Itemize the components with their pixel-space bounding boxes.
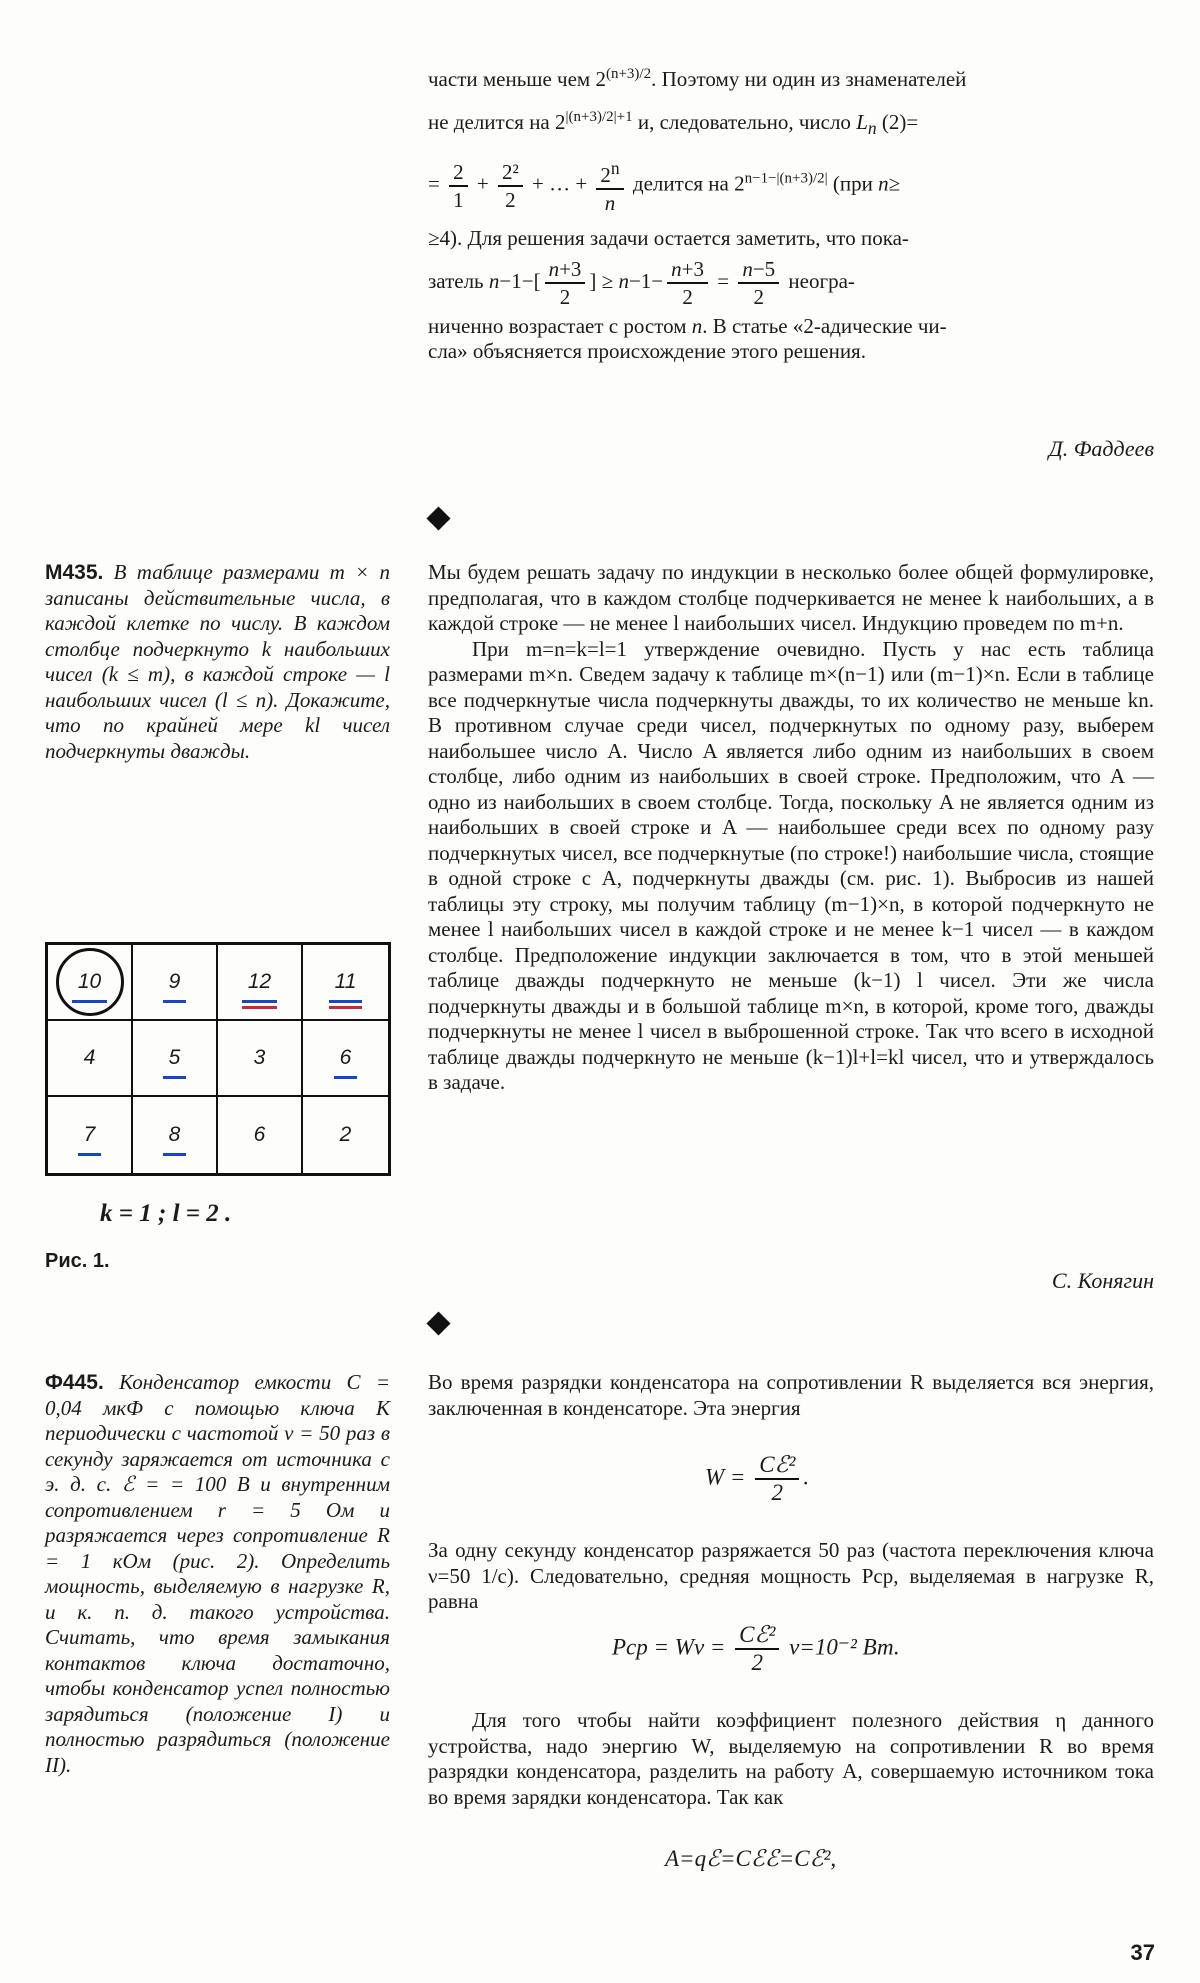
f445-paragraph-1: Во время разрядки конденсатора на сопротивлении R выделяется вся энергия, заключенная в конденсаторе. Эта энергия: [428, 1370, 1154, 1420]
cell-value: 6: [340, 1046, 352, 1070]
table-cell: [48, 1021, 133, 1097]
table-cell: [48, 1097, 133, 1173]
formula-energy-num: Cℰ²: [755, 1452, 799, 1480]
red-underline: [329, 1006, 363, 1009]
section-divider-icon: [426, 1311, 450, 1335]
blue-underline: [334, 1076, 358, 1079]
formula-power: [612, 1622, 900, 1676]
table-cell: [48, 945, 133, 1021]
author-konyagin: С. Конягин: [1051, 1268, 1154, 1293]
cell-value: 8: [169, 1123, 181, 1147]
formula-power-rhs: ν=10⁻² Вт.: [789, 1634, 900, 1660]
formula-energy-lhs: W =: [705, 1464, 746, 1490]
f445-solution-part-3: [428, 1708, 1154, 1810]
top-solution-text: части меньше чем $2^{(n+3)/2}$. Поэтому ни один из знаменателей не делится на $2^{|(n+3)/2|+1}$ и, следовательно, число $L_n$ (2)= = $\frac{2}{1}$ + $\frac{\text{2²}}{2}$ + … + $\frac{2^n}{n}$ делится на $2^{n-1-|(n+3)/2|}$ (при n≥ ≥4). Для решения задачи остается заметить, что пока- затель n−1−[ $\frac{n+3}{2}$ ] ≥ n−1− $\frac{n+3}{2}$ = $\frac{n-5}{2}$ неогра- ниченно возрастает с ростом n. В статье «2-адические чи- сла» объясняется происхождение этого решения.: [428, 66, 967, 364]
f445-problem-text: Конденсатор емкости C = 0,04 мкФ с помощью ключа K периодически с частотой ν = 50 раз в секунду заряжается от источника с э. д. с. ℰ = = 100 В и внутренним сопротивлением r = 5 Ом и разряжается через сопротивление R = 1 кОм (рис. 2). Определить мощность, выделяемую в нагрузке R, и к. п. д. такого устройства. Считать, что время замыкания контактов ключа достаточно, чтобы конденсатор успел полностью зарядиться (положение I) и полностью разрядиться (положение II).: [45, 1370, 390, 1777]
f445-paragraph-3: Для того чтобы найти коэффициент полезного действия η данного устройства, надо энергию W, выделяемую на сопротивлении R во время разрядки конденсатора, разделить на работу A, совершаемую источником тока во время зарядки конденсатора. Так как: [428, 1708, 1154, 1809]
formula-power-lhs: Pср = Wν =: [612, 1634, 726, 1660]
m435-problem: [45, 560, 390, 764]
table-cell: [133, 1021, 218, 1097]
cell-value: 9: [169, 970, 181, 994]
m435-paragraph-2: При m=n=k=l=1 утверждение очевидно. Пусть у нас есть таблица размерами m×n. Сведем задачу к таблице m×(n−1) или (m−1)×n. Если в таблице все подчеркнутые числа подчеркнуты дважды, то их количество не меньше kn. В противном случае среди чисел, подчеркнутых по одному разу, выберем наибольшее число A. Число A является либо одним из наибольших в своем столбце, либо одним из наибольших в своей строке. Предположим, что A — одно из наибольших в своем столбце. Тогда, поскольку A не является одним из наибольших в своей строке и A — наибольшее среди всех по одному разу подчеркнутых чисел, все подчеркнутые (по строке!) наибольшие числа, стоящие в одной строке с A, подчеркнуты дважды (см. рис. 1). Выбросив из нашей таблицы эту строку, мы получим таблицу (m−1)×n, в которой подчеркнуто не менее l наибольших чисел в каждой строке и не менее k−1 чисел — в каждом столбце. Предположение индукции заключается в том, что в этой меньшей таблице дважды подчеркнуто не меньше (k−1) l чисел. Эти же числа подчеркнуты дважды и в большой таблице m×n, в которой, кроме того, дважды подчеркнуты не менее l чисел в выброшенной строке. Так что всего в исходной таблице дважды подчеркнуто не меньше (k−1)l+l=kl чисел, что и утверждалось в задаче.: [428, 636, 1154, 1094]
cell-value: 2: [339, 1123, 352, 1146]
table-cell: [303, 945, 388, 1021]
cell-value: 7: [84, 1123, 96, 1147]
cell-value: 5: [169, 1046, 181, 1070]
blue-underline: [163, 1076, 187, 1079]
blue-underline: [163, 1153, 187, 1156]
table-cell: [303, 1021, 388, 1097]
m435-label: М435.: [45, 561, 104, 584]
m435-solution: [428, 560, 1154, 1096]
formula-power-num: Cℰ²: [735, 1622, 779, 1650]
blue-underline: [329, 1000, 363, 1003]
section-divider-icon: [426, 506, 450, 530]
f445-paragraph-2: За одну секунду конденсатор разряжается 50 раз (частота переключения ключа ν=50 1/с). Следовательно, средняя мощность Pср, выделяемая в нагрузке R, равна: [428, 1538, 1154, 1613]
f445-solution-part-2: [428, 1538, 1154, 1615]
blue-underline: [242, 1000, 277, 1003]
page-number: 37: [1130, 1940, 1155, 1965]
f445-label: Ф445.: [45, 1371, 104, 1394]
formula-work: A=qℰ=Cℰℰ=Cℰ²,: [665, 1846, 837, 1871]
table-cell: [218, 1021, 303, 1097]
f445-problem: [45, 1370, 390, 1778]
f445-solution-part-1: [428, 1370, 1154, 1421]
table-cell: [218, 945, 303, 1021]
formula-energy: W = $\frac{\text{Cℰ²}}{2}$ .: [705, 1452, 810, 1505]
formula-energy-den: 2: [771, 1480, 784, 1505]
table-cell: [303, 1097, 388, 1173]
table-cell: [133, 1097, 218, 1173]
formula-power-den: 2: [751, 1650, 763, 1675]
author-faddeev: Д. Фаддеев: [1048, 436, 1154, 461]
blue-underline: [163, 1000, 187, 1003]
red-underline: [242, 1006, 277, 1009]
table-cell: [133, 945, 218, 1021]
cell-value: 11: [335, 970, 357, 994]
cell-value: 3: [253, 1046, 266, 1069]
figure-1-kl: k = 1 ; l = 2 .: [100, 1200, 232, 1227]
figure-1-caption: Рис. 1.: [45, 1250, 110, 1272]
cell-value: 6: [253, 1123, 266, 1146]
blue-underline: [72, 1000, 107, 1003]
m435-problem-text: В таблице размерами m × n записаны действительные числа, в каждой клетке по числу. В каждом столбце подчеркнуто k наибольших чисел (k ≤ m), в каждой строке — l наибольших чисел (l ≤ n). Докажите, что по крайней мере kl чисел подчеркнуты дважды.: [45, 560, 391, 763]
blue-underline: [78, 1153, 102, 1156]
m435-paragraph-1: Мы будем решать задачу по индукции в несколько более общей формулировке, предполагая, что в каждом столбце подчеркивается не менее k наибольших, а в каждой строке — не менее l наибольших чисел. Индукцию проведем по m+n.: [428, 560, 1154, 635]
cell-value: 10: [78, 970, 101, 994]
figure-1-table: [45, 942, 391, 1176]
cell-value: 4: [83, 1046, 96, 1069]
cell-value: 12: [248, 970, 271, 994]
table-cell: [218, 1097, 303, 1173]
